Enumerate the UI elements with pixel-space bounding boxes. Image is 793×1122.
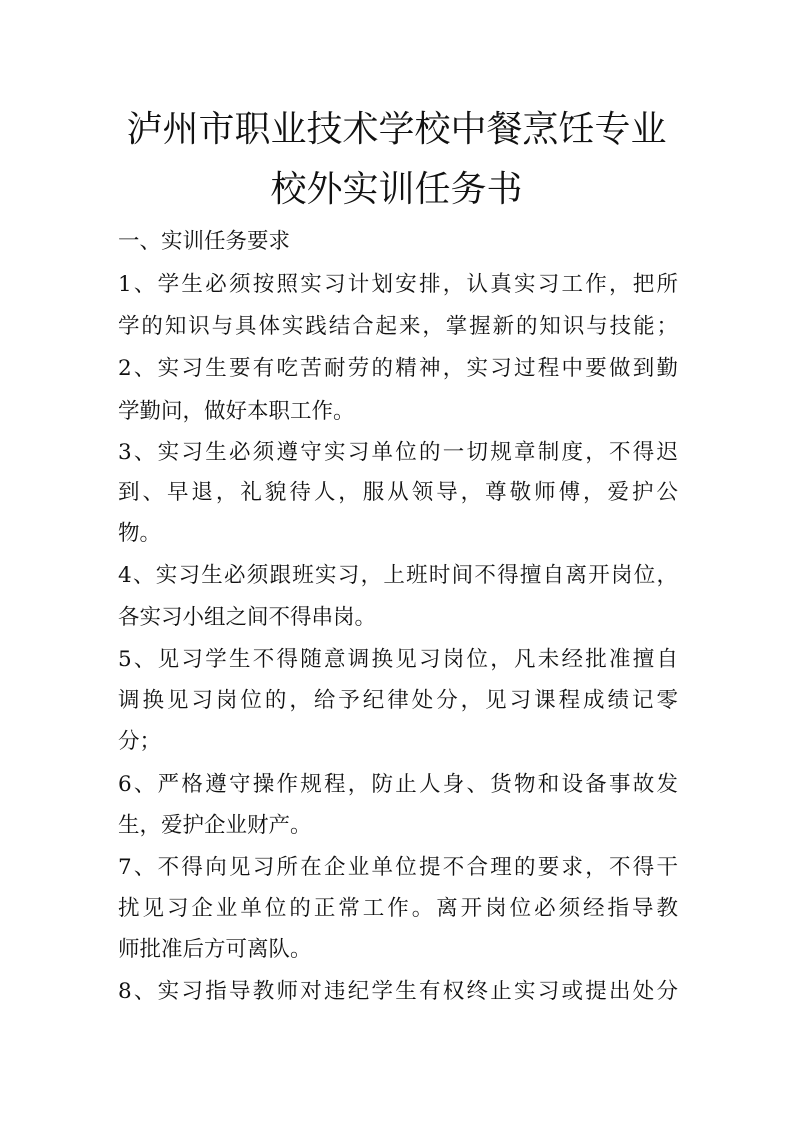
paragraph-line: 1、学生必须按照实习计划安排，认真实习工作，把所 xyxy=(118,272,678,297)
document-title-line-2: 校外实训任务书 xyxy=(270,169,523,210)
paragraph-line: 8、实习指导教师对违纪学生有权终止实习或提出处分 xyxy=(118,979,678,1004)
document-title-line-1: 泸州市职业技术学校中餐烹饪专业 xyxy=(126,109,667,150)
paragraph-line: 生，爱护企业财产。 xyxy=(118,813,312,838)
paragraph-line: 3、实习生必须遵守实习单位的一切规章制度，不得迟 xyxy=(118,440,678,465)
paragraph-line: 各实习小组之间不得串岗。 xyxy=(118,605,377,630)
paragraph-line: 学的知识与具体实践结合起来，掌握新的知识与技能； xyxy=(118,314,678,339)
paragraph-line: 调换见习岗位的，给予纪律处分，见习课程成绩记零 xyxy=(118,688,678,713)
paragraph-line: 6、严格遵守操作规程，防止人身、货物和设备事故发 xyxy=(118,772,678,797)
paragraph-line: 学勤问，做好本职工作。 xyxy=(118,399,355,424)
paragraph-line: 4、实习生必须跟班实习，上班时间不得擅自离开岗位， xyxy=(118,563,678,588)
paragraph-line: 扰见习企业单位的正常工作。离开岗位必须经指导教 xyxy=(118,896,678,921)
paragraph-line: 物。 xyxy=(118,521,162,546)
paragraph-line: 到、早退，礼貌待人，服从领导，尊敬师傅，爱护公 xyxy=(118,480,678,505)
paragraph-line: 7、不得向见习所在企业单位提不合理的要求，不得干 xyxy=(118,855,678,880)
paragraph-line: 分； xyxy=(118,729,162,754)
section-heading: 一、实训任务要求 xyxy=(118,229,291,254)
paragraph-line: 5、见习学生不得随意调换见习岗位，凡未经批准擅自 xyxy=(118,647,678,672)
paragraph-line: 师批准后方可离队。 xyxy=(118,937,312,962)
paragraph-line: 2、实习生要有吃苦耐劳的精神，实习过程中要做到勤 xyxy=(118,356,678,381)
